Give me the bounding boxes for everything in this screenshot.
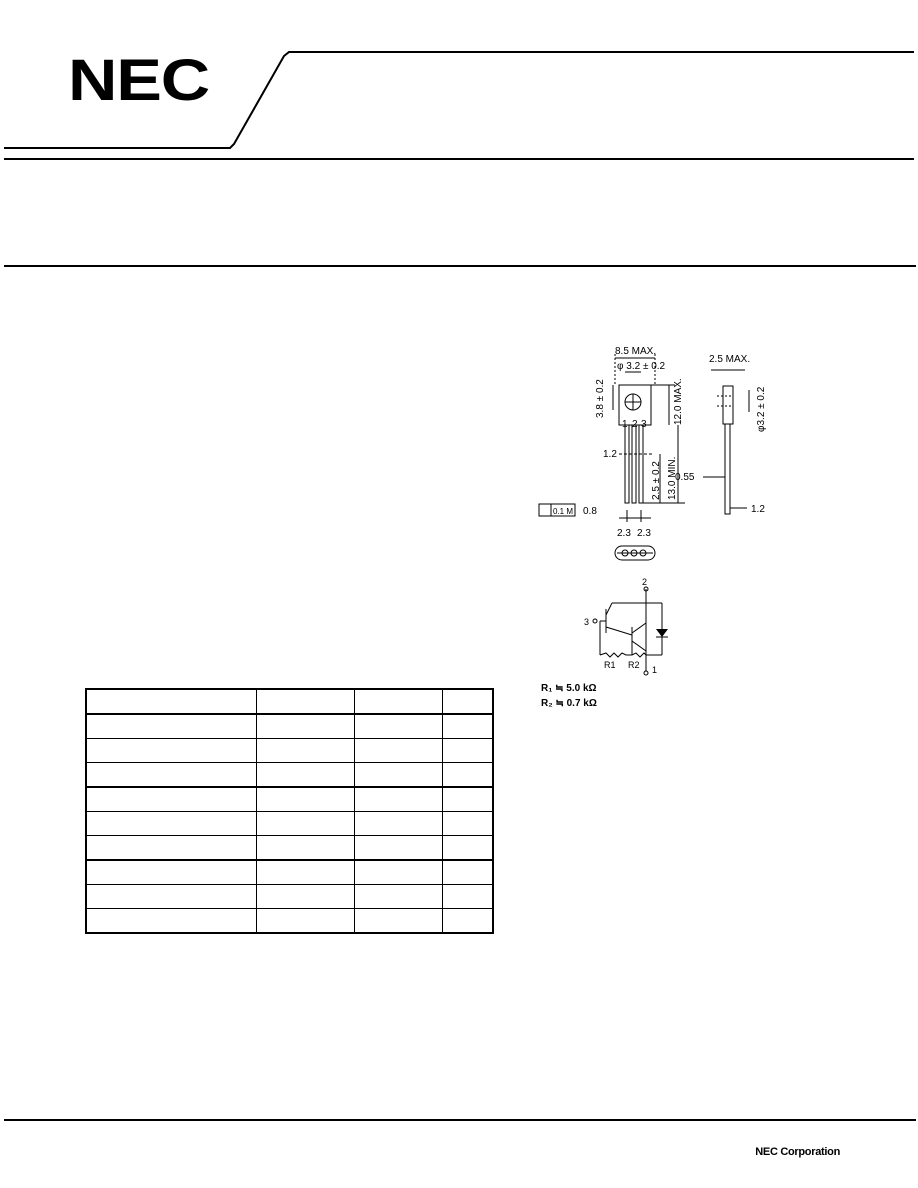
section-rule — [4, 265, 916, 267]
cell — [354, 787, 442, 812]
ratings-table — [85, 688, 494, 934]
table-row — [86, 909, 493, 934]
r2-value: R₂ ≒ 0.7 kΩ — [541, 698, 597, 709]
cell — [443, 812, 493, 836]
cell — [354, 714, 442, 739]
cell — [443, 909, 493, 934]
cell — [443, 739, 493, 763]
cell — [257, 739, 354, 763]
dim-lead-len: 13.0 MIN. — [667, 456, 678, 500]
header-rating — [354, 689, 442, 714]
header-parameter — [86, 689, 257, 714]
table-row — [86, 739, 493, 763]
table-row — [86, 763, 493, 788]
dim-width-max: 8.5 MAX. — [615, 346, 657, 357]
dim-body-height: 12.0 MAX. — [673, 378, 684, 425]
dim-tab: 1.2 — [751, 504, 765, 515]
cell — [86, 836, 257, 861]
cell — [86, 787, 257, 812]
dim-seat-len: 2.5 ± 0.2 — [651, 461, 662, 500]
dim-pitch-b: 2.3 — [637, 528, 651, 539]
resistor-values — [541, 681, 597, 711]
package-drawing — [535, 340, 775, 570]
cell — [257, 787, 354, 812]
cell — [443, 787, 493, 812]
cell — [86, 739, 257, 763]
cell — [257, 812, 354, 836]
cell — [354, 860, 442, 885]
header-unit — [443, 689, 493, 714]
cell — [354, 836, 442, 861]
table-header-row — [86, 689, 493, 714]
cell — [86, 860, 257, 885]
cell — [443, 714, 493, 739]
pin-label-3: 3 — [641, 419, 647, 430]
table-row — [86, 885, 493, 909]
dim-hole-pos: 3.8 ± 0.2 — [595, 379, 606, 418]
equivalent-circuit — [570, 575, 710, 680]
cell — [257, 909, 354, 934]
table-row — [86, 714, 493, 739]
cell — [86, 885, 257, 909]
dim-lead-width: 0.8 — [583, 506, 597, 517]
table-row — [86, 836, 493, 861]
schematic-r2: R2 — [628, 660, 640, 670]
cell — [443, 763, 493, 788]
dim-hole-dia: φ 3.2 ± 0.2 — [617, 361, 666, 372]
table-row — [86, 787, 493, 812]
dim-side-hole: φ3.2 ± 0.2 — [756, 386, 767, 432]
cell — [354, 763, 442, 788]
cell — [257, 763, 354, 788]
header-symbol — [257, 689, 354, 714]
schematic-r1: R1 — [604, 660, 616, 670]
table-row — [86, 860, 493, 885]
footer-company: NEC Corporation — [755, 1146, 840, 1158]
tolerance-frame-label: 0.1 M — [553, 507, 574, 516]
cell — [443, 885, 493, 909]
nec-logo: NEC — [68, 48, 209, 113]
dim-side-thickness: 2.5 MAX. — [709, 354, 751, 365]
schematic-pin-3: 3 — [584, 617, 590, 627]
footer-rule — [4, 1119, 916, 1121]
cell — [257, 885, 354, 909]
dim-pin-width: 1.2 — [603, 449, 617, 460]
cell — [354, 739, 442, 763]
cell — [354, 885, 442, 909]
cell — [86, 909, 257, 934]
schematic-pin-2: 2 — [642, 577, 648, 587]
cell — [86, 763, 257, 788]
pin-label-2: 2 — [632, 419, 638, 430]
dim-lead-thickness: 0.55 — [675, 472, 695, 483]
cell — [257, 836, 354, 861]
cell — [354, 909, 442, 934]
cell — [257, 860, 354, 885]
table-row — [86, 812, 493, 836]
cell — [354, 812, 442, 836]
dim-pitch-a: 2.3 — [617, 528, 631, 539]
cell — [443, 836, 493, 861]
cell — [86, 714, 257, 739]
cell — [443, 860, 493, 885]
schematic-pin-1: 1 — [652, 665, 658, 675]
r1-value: R₁ ≒ 5.0 kΩ — [541, 683, 597, 694]
cell — [86, 812, 257, 836]
pin-label-1: 1 — [622, 419, 628, 430]
cell — [257, 714, 354, 739]
